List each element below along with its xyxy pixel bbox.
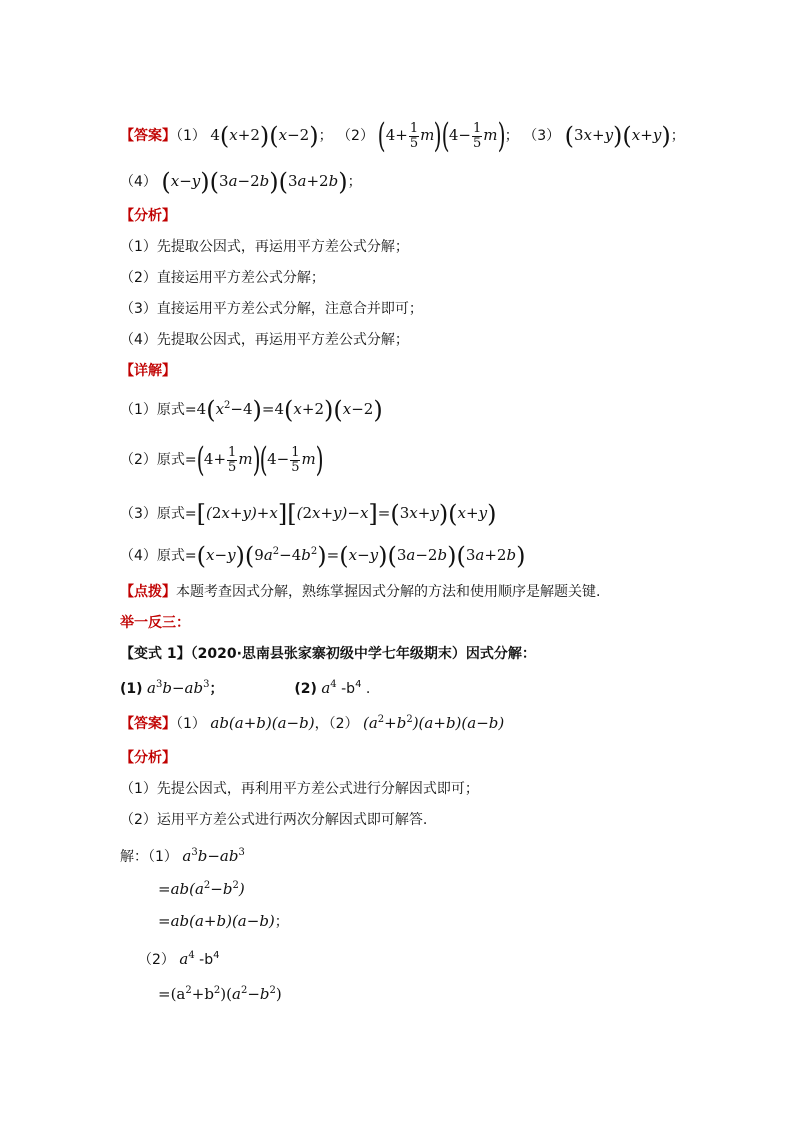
solution-step: $=(a^2+b^2)(a^2-b^2)$ bbox=[158, 985, 282, 1003]
answer2-tag: 【答案】 bbox=[120, 716, 176, 732]
solution-step: =ab(a+b)(a−b)； bbox=[158, 912, 289, 930]
detail-expr-4: $(x-y)(9a^2-4b^2)=(x-y)(3a-2b)(3a+2b)$ bbox=[196, 542, 526, 570]
analysis-line: （4）先提取公因式，再运用平方差公式分解； bbox=[120, 332, 409, 348]
variant-problems: (1) $a^3b-ab^3$； (2) $a^4$ $-b^4$ . bbox=[120, 679, 371, 697]
tip-text: 本题考查因式分解，熟练掌握因式分解的方法和使用顺序是解题关键. bbox=[176, 584, 601, 600]
expr-1: 4(x+2)(x−2) bbox=[210, 122, 319, 150]
solution-step: $=ab(a^2-b^2)$ bbox=[158, 880, 245, 898]
detail-line-1: （1）原式$=4(x^2-4)=4(x+2)(x-2)$ bbox=[120, 396, 383, 424]
variant-line bbox=[120, 644, 536, 664]
solution-line-2: （2） $a^4$ $-b^4$ bbox=[138, 950, 220, 968]
tip-tag: 【点拨】 bbox=[120, 584, 176, 600]
analysis2-line: （2）运用平方差公式进行两次分解因式即可解答. bbox=[120, 812, 428, 828]
item-num: （4） bbox=[120, 174, 157, 190]
answer-tag: 【答案】 bbox=[120, 128, 176, 144]
variant-source: （2020·思南县张家寨初级中学七年级期末）因式分解： bbox=[190, 646, 536, 662]
section-title: 举一反三： bbox=[120, 615, 190, 631]
detail-line-4: （4）原式$=(x-y)(9a^2-4b^2)=(x-y)(3a-2b)(3a+2b)$ bbox=[120, 542, 526, 570]
answer2-expr-1: ab(a+b)(a−b) bbox=[210, 714, 315, 732]
solution-line-1: 解：（1） $a^3b-ab^3$ bbox=[120, 847, 245, 865]
answer-line-2: （4） (x−y)(3a−2b)(3a+2b)； bbox=[120, 168, 362, 196]
problem-1-expr: $a^3b-ab^3$ bbox=[147, 679, 210, 697]
detail-line-2: （2）原式=(4+ $\frac{1}{5}$ m)(4− $\frac{1}{5}$ m) bbox=[120, 440, 324, 480]
answer2-line: 【答案】（1） ab(a+b)(a−b)，（2） $(a^2+b^2)(a+b)(a-b)$ bbox=[120, 714, 505, 732]
analysis2-tag: 【分析】 bbox=[120, 750, 176, 766]
analysis-tag: 【分析】 bbox=[120, 208, 176, 224]
detail-tag: 【详解】 bbox=[120, 363, 176, 379]
analysis-line: （2）直接运用平方差公式分解； bbox=[120, 270, 325, 286]
detail-expr-2: (4+ $\frac{1}{5}$ m)(4− $\frac{1}{5}$ m) bbox=[196, 440, 324, 480]
analysis-line: （3）直接运用平方差公式分解，注意合并即可； bbox=[120, 301, 423, 317]
expr-3: (3x+y)(x+y) bbox=[564, 122, 671, 150]
detail-expr-3: [(2x+y)+x][(2x+y)−x]=(3x+y)(x+y) bbox=[196, 500, 497, 528]
answer2-expr-2: $(a^2+b^2)(a+b)(a-b)$ bbox=[362, 714, 505, 732]
expr-2: (4+ $\frac{1}{5}$ m)(4− $\frac{1}{5}$ m) bbox=[378, 116, 506, 156]
item-num: （3） bbox=[523, 128, 561, 144]
tip-line bbox=[120, 582, 600, 602]
analysis-line: （1）先提取公因式，再运用平方差公式分解； bbox=[120, 239, 409, 255]
expr-4: (x−y)(3a−2b)(3a+2b) bbox=[161, 168, 348, 196]
problem-2-expr: $a^4$ bbox=[321, 679, 337, 697]
variant-tag: 【变式 1】 bbox=[120, 646, 191, 662]
detail-line-3: （3）原式=[(2x+y)+x][(2x+y)−x]=(3x+y)(x+y) bbox=[120, 500, 497, 528]
answer-line-1: 【答案】（1） 4(x+2)(x−2)； （2） (4+ $\frac{1}{5}$ m)(4− $\frac{1}{5}$ m)； （3） (3x+y)(x+y)； bbox=[120, 116, 685, 156]
detail-expr-1: $4(x^2-4)=4(x+2)(x-2)$ bbox=[196, 396, 383, 424]
analysis2-line: （1）先提公因式，再利用平方差公式进行分解因式即可； bbox=[120, 781, 479, 797]
item-num: （1） bbox=[176, 128, 206, 144]
item-num: （2） bbox=[337, 128, 374, 144]
